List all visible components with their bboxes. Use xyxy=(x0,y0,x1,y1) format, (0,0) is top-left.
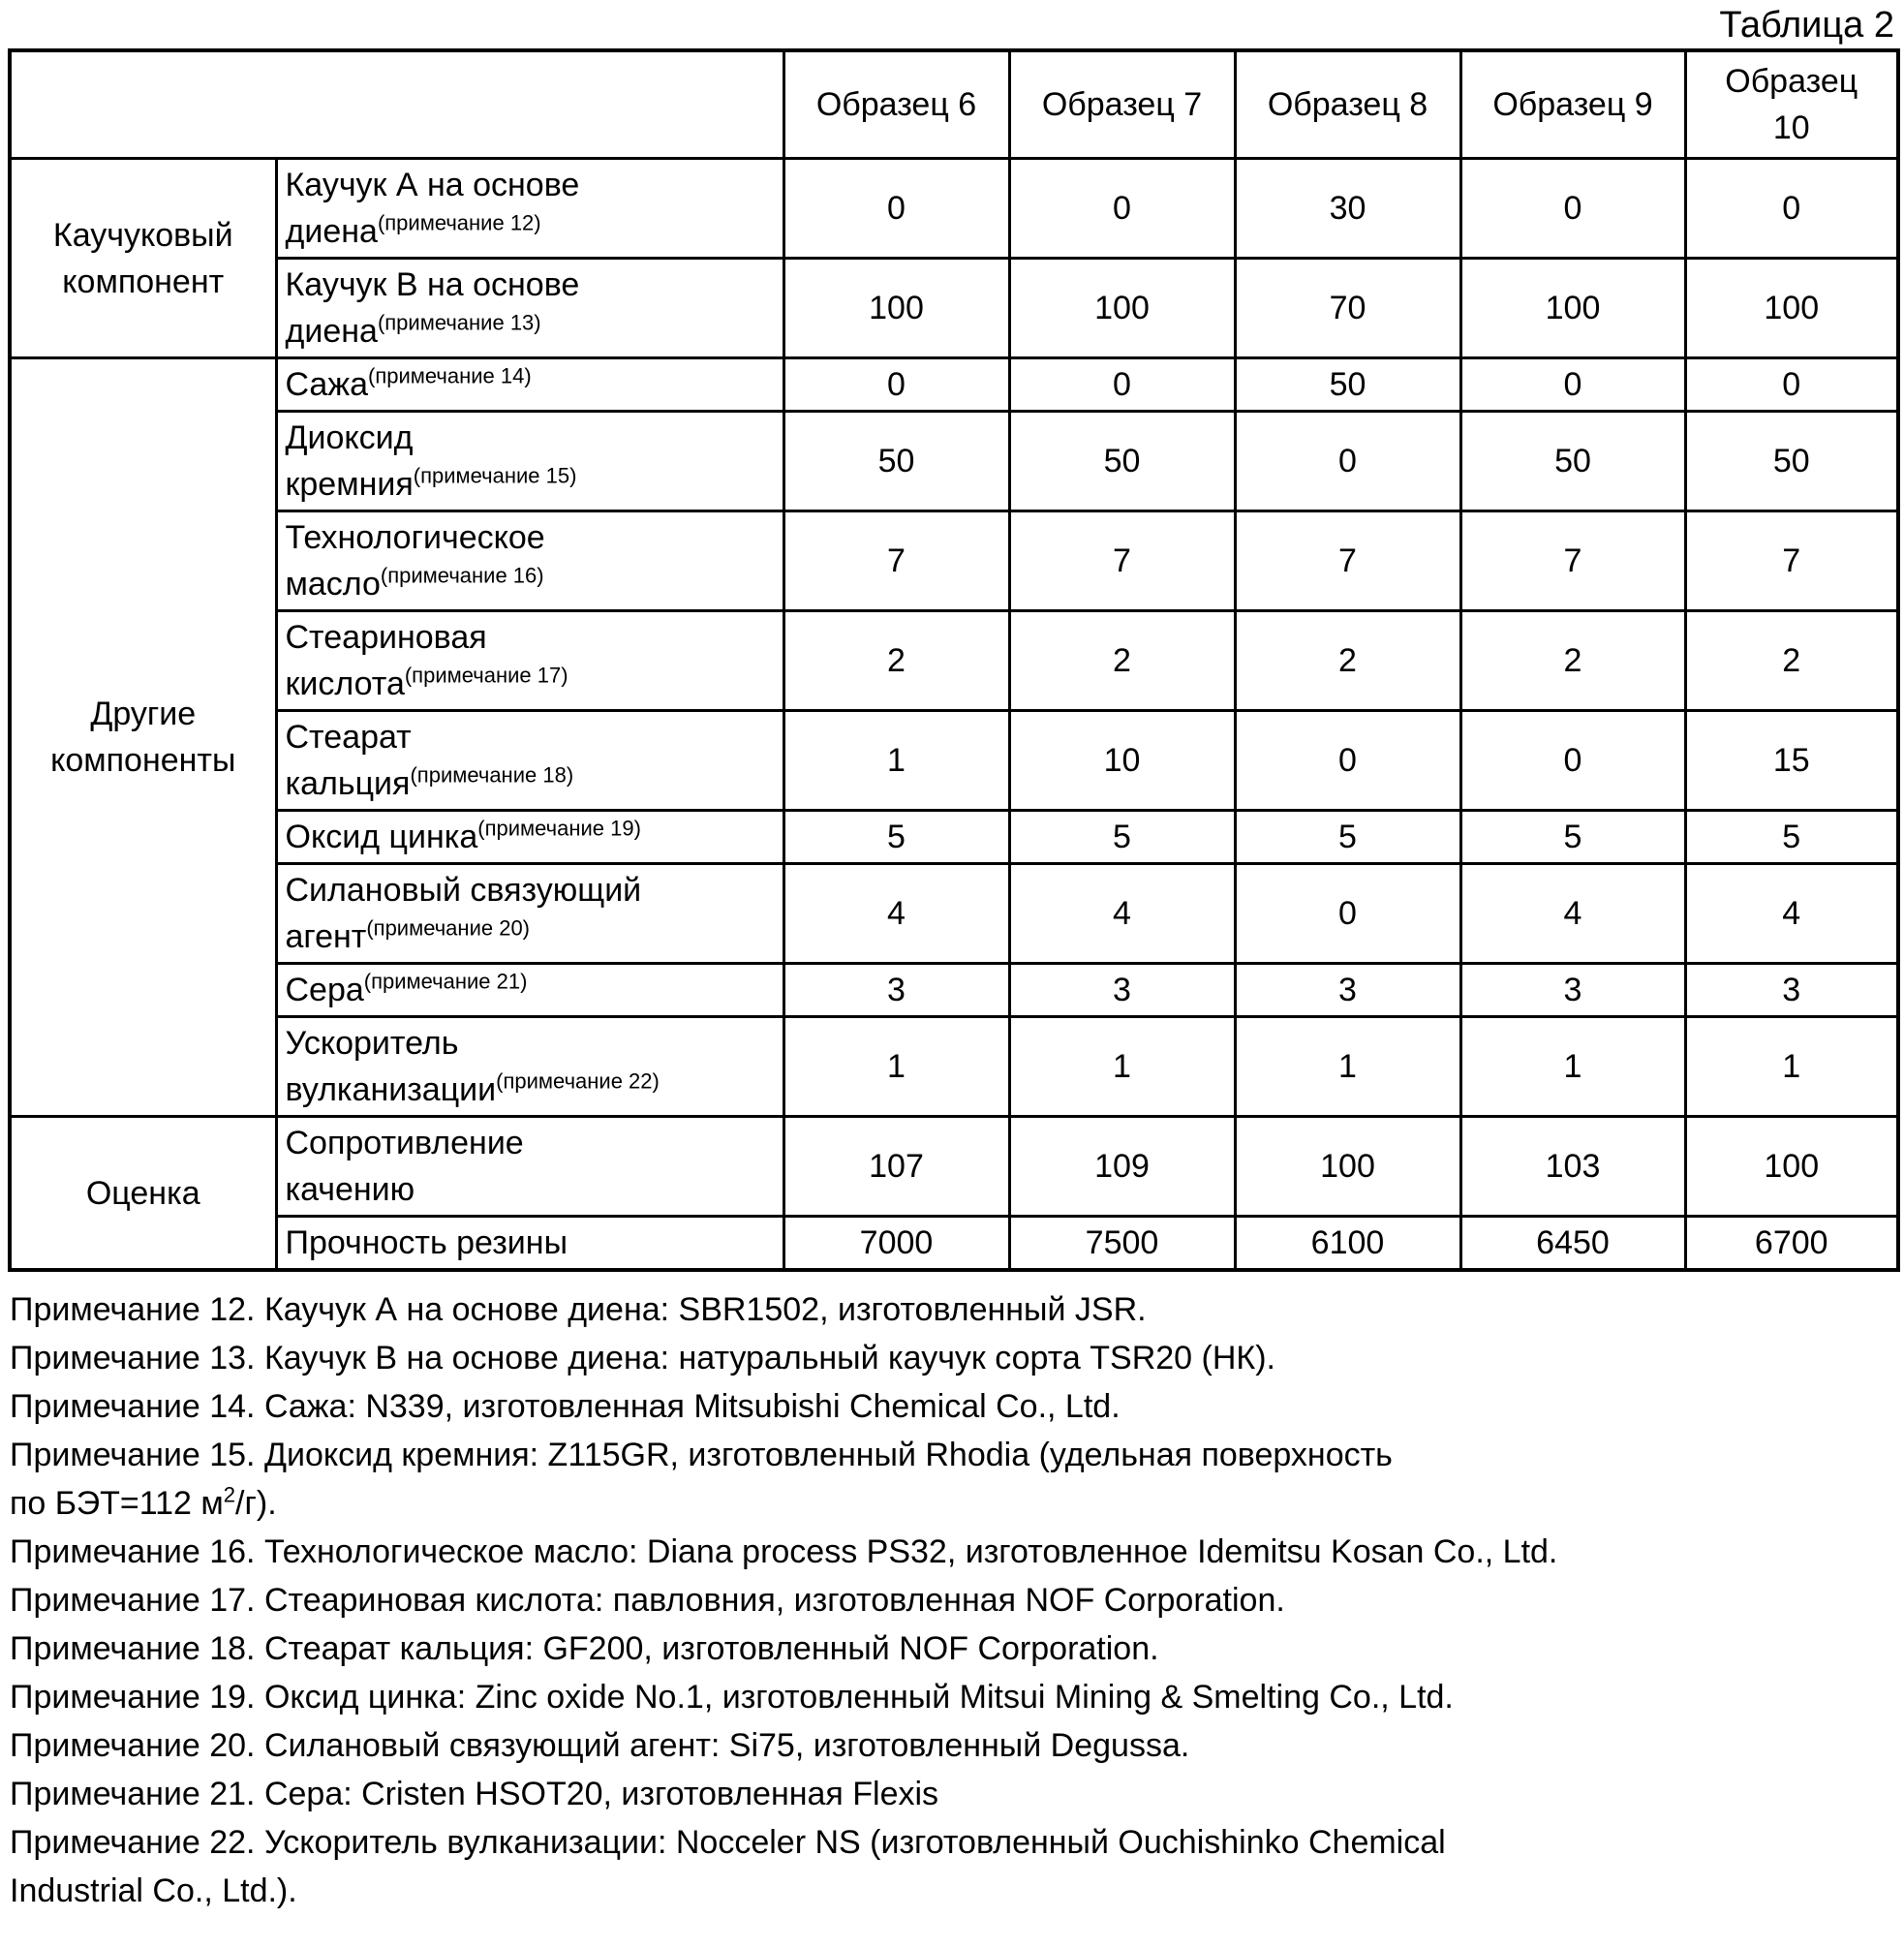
label-silane-coupling-agent: Силановый связующий агент$^{(примечание 20)}$ xyxy=(276,864,783,964)
value-silica-sample-9: 50 xyxy=(1460,412,1685,511)
label-calcium-stearate: Стеарат кальция$^{(примечание 18)}$ xyxy=(276,711,783,811)
label-rubber-b: Каучук В на основе диена$^{(примечание 13)}$ xyxy=(276,259,783,358)
value-rubber-a-sample-6: 0 xyxy=(783,159,1009,259)
row-process-oil xyxy=(10,511,1898,611)
value-carbon-black-sample-8: 50 xyxy=(1235,358,1460,412)
label-vulcanization-accelerator: Ускоритель вулканизации$^{(примечание 22)}$ xyxy=(276,1017,783,1117)
value-zinc-oxide-sample-9: 5 xyxy=(1460,811,1685,864)
row-carbon-black xyxy=(10,358,1898,412)
header-sample-6: Образец 6 xyxy=(783,50,1009,159)
note-ref: (примечание 21) xyxy=(363,969,528,994)
note-18: Примечание 18. Стеарат кальция: GF200, изготовленный NOF Corporation. xyxy=(10,1630,1159,1667)
value-rubber-strength-sample-10: 6700 xyxy=(1685,1217,1898,1271)
group-evaluation: Оценка xyxy=(10,1117,276,1271)
label-silica: Диоксид кремния$^{(примечание 15)}$ xyxy=(276,412,783,511)
value-vulcanization-accelerator-sample-8: 1 xyxy=(1235,1017,1460,1117)
group-other-components: Другие компоненты xyxy=(10,358,276,1117)
label-stearic-acid: Стеариновая кислота$^{(примечание 17)}$ xyxy=(276,611,783,711)
value-vulcanization-accelerator-sample-7: 1 xyxy=(1009,1017,1235,1117)
value-rubber-a-sample-10: 0 xyxy=(1685,159,1898,259)
value-rubber-strength-sample-7: 7500 xyxy=(1009,1217,1235,1271)
note-ref: (примечание 12) xyxy=(377,210,541,235)
value-rolling-resistance-sample-6: 107 xyxy=(783,1117,1009,1217)
row-rubber-strength xyxy=(10,1217,1898,1271)
note-ref: (примечание 20) xyxy=(366,915,531,941)
value-silica-sample-8: 0 xyxy=(1235,412,1460,511)
note-22: Примечание 22. Ускоритель вулканизации: Nocceler NS (изготовленный Ouchishinko Chemical Industrial Co., Ltd.). xyxy=(10,1824,1446,1909)
note-ref: (примечание 17) xyxy=(404,663,568,688)
value-calcium-stearate-sample-10: 15 xyxy=(1685,711,1898,811)
value-carbon-black-sample-6: 0 xyxy=(783,358,1009,412)
value-stearic-acid-sample-8: 2 xyxy=(1235,611,1460,711)
group-rubber-component: Каучуковый компонент xyxy=(10,159,276,358)
note-15: Примечание 15. Диоксид кремния: Z115GR, изготовленный Rhodia (удельная поверхность по БЭТ=112 $м^2/г$). xyxy=(10,1437,1393,1522)
value-calcium-stearate-sample-8: 0 xyxy=(1235,711,1460,811)
header-sample-10: Образец 10 xyxy=(1685,50,1898,159)
row-sulfur xyxy=(10,964,1898,1017)
note-ref: (примечание 15) xyxy=(413,463,577,488)
note-21: Примечание 21. Сера: Cristen HSOT20, изготовленная Flexis xyxy=(10,1776,939,1812)
note-13: Примечание 13. Каучук В на основе диена: натуральный каучук сорта TSR20 (НК). xyxy=(10,1340,1275,1377)
value-silica-sample-10: 50 xyxy=(1685,412,1898,511)
value-vulcanization-accelerator-sample-9: 1 xyxy=(1460,1017,1685,1117)
value-zinc-oxide-sample-8: 5 xyxy=(1235,811,1460,864)
value-rubber-a-sample-7: 0 xyxy=(1009,159,1235,259)
corner-cell xyxy=(10,50,783,159)
note-17: Примечание 17. Стеариновая кислота: павловния, изготовленная NOF Corporation. xyxy=(10,1582,1285,1619)
value-vulcanization-accelerator-sample-6: 1 xyxy=(783,1017,1009,1117)
value-rubber-b-sample-8: 70 xyxy=(1235,259,1460,358)
notes-section xyxy=(10,1285,1892,1915)
label-rubber-a: Каучук А на основе диена$^{(примечание 12)}$ xyxy=(276,159,783,259)
value-zinc-oxide-sample-7: 5 xyxy=(1009,811,1235,864)
value-zinc-oxide-sample-10: 5 xyxy=(1685,811,1898,864)
label-zinc-oxide: Оксид цинка$^{(примечание 19)}$ xyxy=(276,811,783,864)
value-rubber-b-sample-7: 100 xyxy=(1009,259,1235,358)
value-rubber-a-sample-8: 30 xyxy=(1235,159,1460,259)
value-sulfur-sample-6: 3 xyxy=(783,964,1009,1017)
label-sulfur: Сера$^{(примечание 21)}$ xyxy=(276,964,783,1017)
label-rubber-strength: Прочность резины xyxy=(276,1217,783,1271)
header-sample-9: Образец 9 xyxy=(1460,50,1685,159)
value-stearic-acid-sample-10: 2 xyxy=(1685,611,1898,711)
row-rolling-resistance xyxy=(10,1117,1898,1217)
value-rubber-strength-sample-8: 6100 xyxy=(1235,1217,1460,1271)
row-silane-coupling-agent xyxy=(10,864,1898,964)
value-rubber-b-sample-6: 100 xyxy=(783,259,1009,358)
header-row xyxy=(10,50,1898,159)
composition-table xyxy=(8,48,1900,1272)
value-sulfur-sample-9: 3 xyxy=(1460,964,1685,1017)
value-silane-coupling-agent-sample-8: 0 xyxy=(1235,864,1460,964)
note-12: Примечание 12. Каучук А на основе диена: SBR1502, изготовленный JSR. xyxy=(10,1291,1147,1328)
value-calcium-stearate-sample-9: 0 xyxy=(1460,711,1685,811)
row-vulcanization-accelerator xyxy=(10,1017,1898,1117)
note-19: Примечание 19. Оксид цинка: Zinc oxide No.1, изготовленный Mitsui Mining & Smelting Co., Ltd. xyxy=(10,1679,1454,1716)
value-silane-coupling-agent-sample-9: 4 xyxy=(1460,864,1685,964)
note-ref: (примечание 16) xyxy=(380,563,544,588)
note-16: Примечание 16. Технологическое масло: Diana process PS32, изготовленное Idemitsu Kosan Co., Ltd. xyxy=(10,1533,1558,1570)
value-carbon-black-sample-10: 0 xyxy=(1685,358,1898,412)
row-rubber-b xyxy=(10,259,1898,358)
row-silica xyxy=(10,412,1898,511)
value-rolling-resistance-sample-9: 103 xyxy=(1460,1117,1685,1217)
table-title: Таблица 2 xyxy=(1719,5,1894,46)
superscript: 2 xyxy=(223,1482,236,1507)
note-14: Примечание 14. Сажа: N339, изготовленная Mitsubishi Chemical Co., Ltd. xyxy=(10,1388,1121,1425)
value-zinc-oxide-sample-6: 5 xyxy=(783,811,1009,864)
value-stearic-acid-sample-9: 2 xyxy=(1460,611,1685,711)
value-rubber-a-sample-9: 0 xyxy=(1460,159,1685,259)
value-calcium-stearate-sample-6: 1 xyxy=(783,711,1009,811)
value-sulfur-sample-8: 3 xyxy=(1235,964,1460,1017)
value-sulfur-sample-7: 3 xyxy=(1009,964,1235,1017)
value-stearic-acid-sample-7: 2 xyxy=(1009,611,1235,711)
value-process-oil-sample-10: 7 xyxy=(1685,511,1898,611)
value-silane-coupling-agent-sample-10: 4 xyxy=(1685,864,1898,964)
value-process-oil-sample-6: 7 xyxy=(783,511,1009,611)
note-20: Примечание 20. Силановый связующий агент: Si75, изготовленный Degussa. xyxy=(10,1727,1190,1764)
value-calcium-stearate-sample-7: 10 xyxy=(1009,711,1235,811)
note-ref: (примечание 18) xyxy=(410,762,574,788)
value-carbon-black-sample-7: 0 xyxy=(1009,358,1235,412)
value-rubber-b-sample-10: 100 xyxy=(1685,259,1898,358)
value-rubber-strength-sample-6: 7000 xyxy=(783,1217,1009,1271)
value-stearic-acid-sample-6: 2 xyxy=(783,611,1009,711)
value-rubber-strength-sample-9: 6450 xyxy=(1460,1217,1685,1271)
header-sample-8: Образец 8 xyxy=(1235,50,1460,159)
label-rolling-resistance: Сопротивление качению xyxy=(276,1117,783,1217)
label-carbon-black: Сажа$^{(примечание 14)}$ xyxy=(276,358,783,412)
value-rubber-b-sample-9: 100 xyxy=(1460,259,1685,358)
value-silica-sample-6: 50 xyxy=(783,412,1009,511)
table-header xyxy=(10,50,1898,159)
row-calcium-stearate xyxy=(10,711,1898,811)
value-silane-coupling-agent-sample-7: 4 xyxy=(1009,864,1235,964)
value-process-oil-sample-8: 7 xyxy=(1235,511,1460,611)
value-carbon-black-sample-9: 0 xyxy=(1460,358,1685,412)
value-rolling-resistance-sample-10: 100 xyxy=(1685,1117,1898,1217)
value-rolling-resistance-sample-7: 109 xyxy=(1009,1117,1235,1217)
value-process-oil-sample-9: 7 xyxy=(1460,511,1685,611)
value-silica-sample-7: 50 xyxy=(1009,412,1235,511)
row-zinc-oxide xyxy=(10,811,1898,864)
row-stearic-acid xyxy=(10,611,1898,711)
note-ref: (примечание 22) xyxy=(496,1068,660,1094)
header-sample-7: Образец 7 xyxy=(1009,50,1235,159)
row-rubber-a xyxy=(10,159,1898,259)
label-process-oil: Технологическое масло$^{(примечание 16)}$ xyxy=(276,511,783,611)
value-rolling-resistance-sample-8: 100 xyxy=(1235,1117,1460,1217)
note-ref: (примечание 13) xyxy=(377,310,541,335)
value-sulfur-sample-10: 3 xyxy=(1685,964,1898,1017)
value-silane-coupling-agent-sample-6: 4 xyxy=(783,864,1009,964)
value-process-oil-sample-7: 7 xyxy=(1009,511,1235,611)
note-ref: (примечание 14) xyxy=(368,363,532,388)
value-vulcanization-accelerator-sample-10: 1 xyxy=(1685,1017,1898,1117)
table-body xyxy=(10,159,1898,1271)
note-ref: (примечание 19) xyxy=(477,816,641,841)
